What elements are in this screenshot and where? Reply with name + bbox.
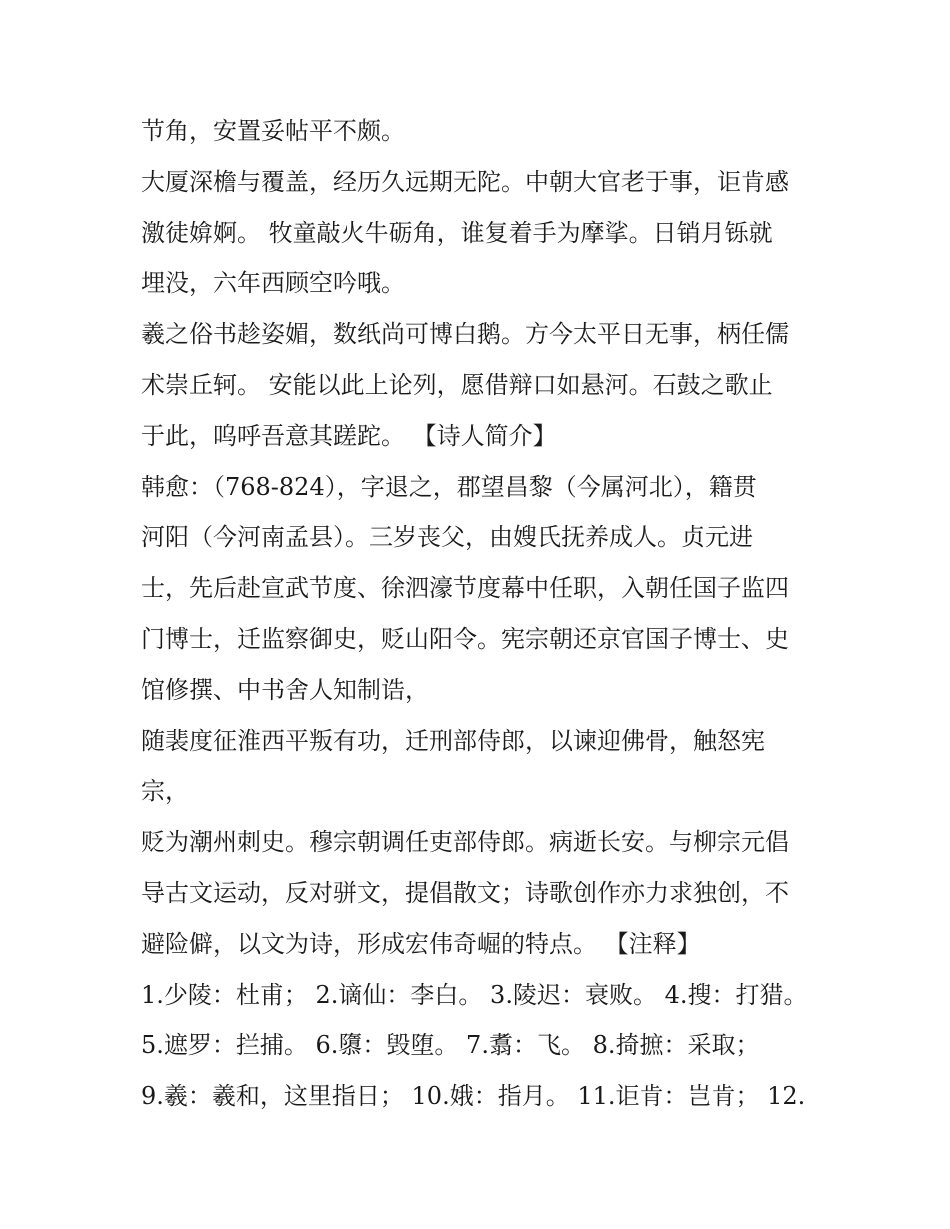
text-line: 韩愈：（768-824），字退之，郡望昌黎（今属河北），籍贯 — [141, 472, 757, 501]
text-line: 大厦深檐与覆盖，经历久远期无陀。中朝大官老于事，讵肯感 — [141, 167, 789, 196]
text-line: 贬为潮州刺史。穆宗朝调任吏部侍郎。病逝长安。与柳宗元倡 — [141, 828, 789, 857]
text-line: 导古文运动，反对骈文，提倡散文；诗歌创作亦力求独创，不 — [141, 878, 789, 907]
text-line: 1.少陵：杜甫； 2.谪仙：李白。 3.陵迟：衰败。 4.搜：打猎。 — [141, 980, 808, 1009]
text-line: 羲之俗书趁姿媚，数纸尚可博白鹅。方今太平日无事，柄任儒 — [141, 320, 789, 349]
text-line: 术崇丘轲。 安能以此上论列，愿借辩口如悬河。石鼓之歌止 — [141, 370, 773, 399]
text-line: 河阳（今河南孟县）。三岁丧父，由嫂氏抚养成人。贞元进 — [141, 523, 753, 552]
text-line: 避险僻，以文为诗，形成宏伟奇崛的特点。 【注释】 — [141, 929, 701, 958]
text-line: 节角，安置妥帖平不颇。 — [141, 117, 405, 145]
text-line: 门博士，迁监察御史，贬山阳令。宪宗朝还京官国子博士、史 — [141, 624, 789, 653]
text-line: 激徒媕婀。 牧童敲火牛砺角，谁复着手为摩挲。日销月铄就 — [141, 218, 773, 247]
document-body — [141, 106, 821, 1122]
text-line: 士，先后赴宣武节度、徐泗濠节度幕中任职，入朝任国子监四 — [141, 574, 789, 603]
text-line: 馆修撰、中书舍人知制诰， — [141, 675, 429, 704]
text-line: 宗， — [141, 777, 189, 806]
text-line: 5.遮罗：拦捕。 6.隳：毁堕。 7.翥：飞。 8.掎摭：采取； — [141, 1031, 760, 1060]
text-line: 随裴度征淮西平叛有功，迁刑部侍郎，以谏迎佛骨，触怒宪 — [141, 726, 765, 755]
text-line: 9.羲：羲和，这里指日； 10.娥：指月。 11.讵肯：岂肯； 12. — [141, 1082, 806, 1111]
text-line: 埋没，六年西顾空吟哦。 — [141, 269, 405, 298]
text-line: 于此，呜呼吾意其蹉跎。 【诗人简介】 — [141, 421, 557, 450]
